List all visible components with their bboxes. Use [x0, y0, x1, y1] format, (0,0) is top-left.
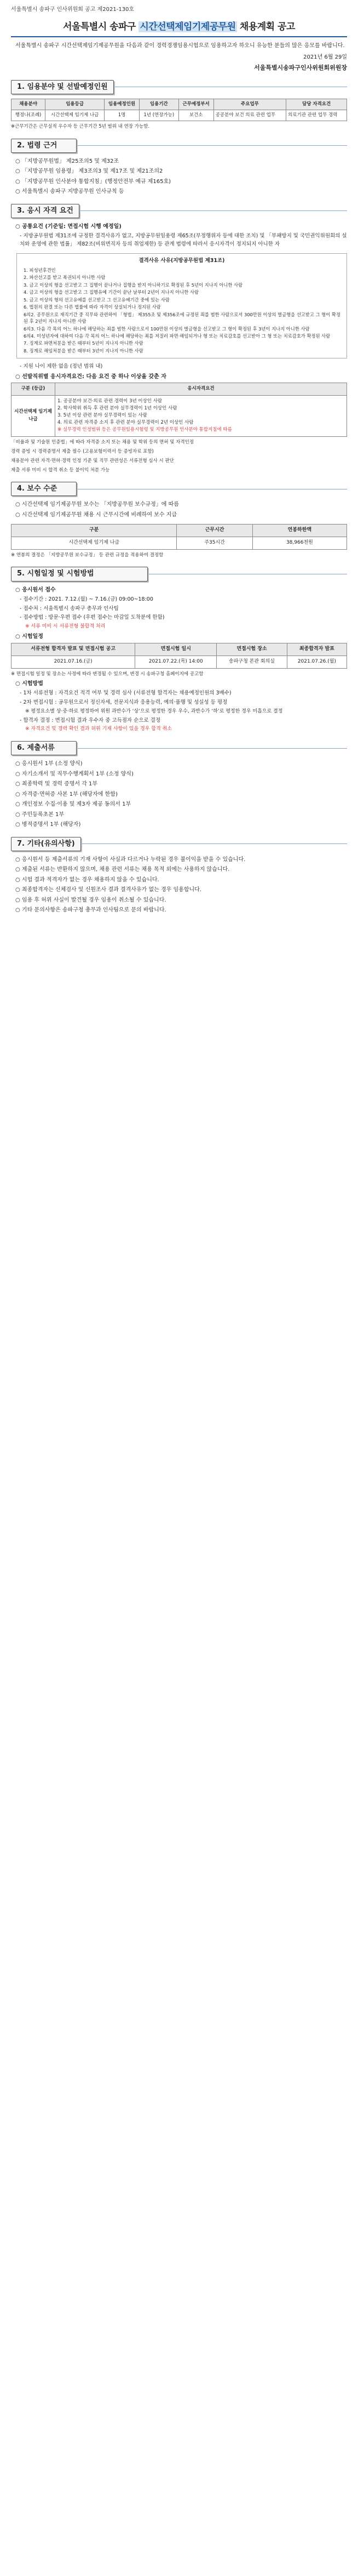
notice-item: ○ 시험 결과 적격자가 없는 경우 채용하지 않을 수 있습니다. [15, 876, 159, 883]
disqualification-title: 결격사유 사유(지방공무원법 제31조) [138, 257, 225, 264]
title-suffix: 채용계획 공고 [236, 21, 295, 32]
table-header-row [11, 525, 347, 537]
notice-item: ○ 임용 후 허위 사실이 발견될 경우 임용이 취소될 수 있습니다. [15, 897, 166, 903]
disq-item: 8. 징계로 해임처분을 받은 때부터 3년이 지나지 아니한 사람 [24, 347, 143, 354]
table-header: 최종합격자 발표 [287, 643, 347, 656]
common-req-text: - 지방공무원법 제31조에 규정한 결격사유가 없고, 지방공무원임용령 제65조(부정행위자 등에 대한 조치) 및 「부패방지 및 국민권익위원회의 설치와 운영에 관한 법률」 제82조(비위면직자 등의 취업제한) 등 관계 법령에 따라서 응시자격이 정지되지 아니한 자 [20, 233, 347, 248]
table-header: 임용등급 [45, 99, 105, 110]
table-cell: 시간선택제 임기제 나급 [11, 537, 177, 550]
section-3-note: 제출 서류 미비 시 합격 취소 등 불이익 처분 가능 [11, 468, 110, 474]
qualification-item: 3. 5년 이상 관련 분야 실무경력이 있는 사람 [57, 413, 147, 418]
table-header: 면접시험 일시 [135, 643, 217, 656]
table-header: 채용분야 [11, 99, 45, 110]
document-item: ○ 개인정보 수집·이용 및 제3자 제공 동의서 1부 [15, 801, 131, 808]
section-6-header [11, 741, 347, 755]
disq-item: 6의2. 공무원으로 재직기간 중 직무와 관련하여 「형법」 제355조 및 제356조에 규정된 죄를 범한 사람으로서 300만원 이상의 벌금형을 선고받고 그 형이 확정된 후 2년이 지나지 아니한 사람 [24, 311, 340, 324]
document-item: ○ 자기소개서 및 직무수행계획서 1부 (소정 양식) [15, 771, 134, 777]
common-req-title: ○ 공통요건 (기준일: 면접시험 시행 예정일) [15, 223, 122, 230]
table-cell: 행정나(조례) [11, 110, 45, 121]
table-cell: 시간선택제 임기제 나급 [45, 110, 105, 121]
announcement-date: 2021년 6월 29일 [303, 54, 347, 61]
disq-item: 2. 파산선고를 받고 복권되지 아니한 사람 [24, 275, 106, 281]
method-line: - 2차 면접시험 : 공무원으로서 정신자세, 전문지식과 응용능력, 예의·품행 및 성실성 등 평정 [20, 699, 228, 705]
qualification-item: 2. 학사학위 취득 후 관련 분야 실무경력이 1년 이상인 사람 [57, 405, 177, 411]
disq-item: 6의3. 다음 각 목의 어느 하나에 해당하는 죄를 범한 사람으로서 100만원 이상의 벌금형을 선고받고 그 형이 확정된 후 3년이 지나지 아니한 사람 [24, 326, 310, 332]
table-header: 담당 자격요건 [286, 99, 347, 110]
table-header-row [11, 643, 347, 656]
signer: 서울특별시송파구인사위원회위원장 [253, 64, 347, 71]
notice-item: ○ 기타 문의사항은 송파구청 총무과 인사팀으로 문의 바랍니다. [15, 907, 166, 914]
table-header: 임용기간 [140, 99, 179, 110]
application-note: ※ 서류 미비 시 서류전형 불합격 처리 [25, 624, 106, 630]
section-5-title: 5. 시험일정 및 시험방법 [11, 567, 148, 581]
section-7-header [11, 837, 347, 851]
pay-table [11, 524, 347, 550]
document-item: ○ 주민등록초본 1부 [15, 811, 65, 818]
age-limit-text: - 지원 나이 제한 없음 (정년 범위 내) [20, 363, 103, 370]
table-cell [55, 395, 347, 436]
table-header: 구분 (등급) [11, 383, 55, 395]
table-cell: 38,966천원 [252, 537, 347, 550]
table-header: 면접시험 장소 [217, 643, 287, 656]
disqualification-box [16, 253, 347, 359]
table-row [11, 395, 347, 436]
disq-item: 1. 피성년후견인 [24, 267, 56, 273]
table-row [11, 537, 347, 550]
disq-item: 7. 징계로 파면처분을 받은 때부터 5년이 지나지 아니한 사람 [24, 340, 143, 346]
table-header: 주요업무 [213, 99, 286, 110]
section-3-note: 채용분야 관련 자격·면허·경력 인정 기준 및 직무 관련성은 서류전형 심사 시 판단 [11, 458, 174, 464]
section-3-header [11, 204, 347, 218]
section-1-title: 1. 임용분야 및 선발예정인원 [11, 80, 114, 94]
application-line: - 접수방법 : 방문·우편 접수 (우편 접수는 마감일 도착분에 한함) [20, 614, 165, 621]
notice-item: ○ 최종합격자는 신체검사 및 신원조사 결과 결격사유가 없는 경우 임용합니다. [15, 887, 201, 893]
table-header: 서류전형 합격자 발표 및 면접시험 공고 [11, 643, 135, 656]
section-4-header [11, 482, 347, 496]
positions-table [11, 99, 347, 121]
notice-item: ○ 응시원서 등 제출서류의 기재 사항이 사실과 다르거나 누락된 경우 불이익을 받을 수 있습니다. [15, 856, 246, 863]
disq-item: 3. 금고 이상의 형을 선고받고 그 집행이 끝나거나 집행을 받지 아니하기로 확정된 후 5년이 지나지 아니한 사람 [24, 282, 243, 288]
disq-item: 4. 금고 이상의 형을 선고받고 그 집행유예 기간이 끝난 날부터 2년이 지나지 아니한 사람 [24, 289, 199, 295]
section-4-title: 4. 보수 수준 [11, 482, 77, 496]
application-line: - 접수처 : 서울특별시 송파구 총무과 인사팀 [20, 605, 119, 612]
table-cell: 보건소 [178, 110, 213, 121]
table-cell: 공공분야 보건 의료 관련 업무 [213, 110, 286, 121]
table-header: 근무시간 [177, 525, 252, 537]
pay-item: ○ 시간선택제 임기제공무원 채용 시 근무시간에 비례하여 보수 지급 [15, 511, 177, 518]
application-line: - 접수기간 : 2021. 7.12.(월) ~ 7.16.(금) 09:00~18:00 [20, 596, 153, 603]
intro-text: 서울특별시 송파구 시간선택제임기제공무원을 다음과 같이 경력경쟁임용시험으로 임용하고자 하오니 유능한 분들의 많은 응모를 바랍니다. [15, 42, 345, 49]
section-3-title: 3. 응시 자격 요건 [11, 204, 79, 218]
qualification-item: 4. 의료 관련 자격증 소지 후 관련 분야 실무경력이 2년 이상인 사람 [57, 420, 194, 426]
method-title: ○ 시험방법 [15, 680, 43, 687]
law-item: ○ 「지방공무원 임용령」 제3조의3 및 제17조 및 제21조의2 [15, 168, 163, 175]
qualification-table [11, 383, 347, 436]
table-row [11, 110, 347, 121]
document-item: ○ 자격증·면허증 사본 1부 (해당자에 한함) [15, 791, 118, 797]
table-header: 연봉하한액 [252, 525, 347, 537]
table-cell: 송파구청 본관 회의실 [217, 656, 287, 668]
law-item: ○ 「지방공무원 인사분야 통합지침」(행정안전부 예규 제165호) [15, 178, 171, 185]
table-cell: 주35시간 [177, 537, 252, 550]
section-3-note: 경력 증빙 시 경력증명서 제출 필수 (고용보험이력서 등 증빙자료 포함) [11, 448, 154, 454]
section-1-note: ※근무기간은 근무실적 우수자 등 근무기간 5년 범위 내 연장 가능함. [11, 124, 150, 130]
table-cell: 1년 (연장가능) [140, 110, 179, 121]
schedule-table [11, 643, 347, 669]
table-cell: 2021.07.16.(금) [11, 656, 135, 668]
disq-item: 6. 법원의 판결 또는 다른 법률에 따라 자격이 상실되거나 정지된 사람 [24, 304, 161, 310]
table-header: 근무예정부서 [178, 99, 213, 110]
section-3-note: 「비율과 및 기술원 인증법」에 따라 자격증 소지 또는 채용 및 학위 등의 면허 및 자격인정 [11, 439, 194, 445]
method-line: - 1차 서류전형 : 자격요건 적격 여부 및 경력 심사 (서류전형 합격자는 채용예정인원의 3배수) [20, 690, 232, 697]
table-header-row [11, 99, 347, 110]
section-1-header [11, 80, 347, 94]
table-header: 임용예정인원 [104, 99, 139, 110]
table-cell: 시간선택제 임기제 나급 [11, 395, 55, 436]
section-2-header [11, 139, 347, 153]
table-header: 구분 [11, 525, 177, 537]
announcement-page [0, 0, 358, 933]
page-title [11, 20, 347, 34]
table-header: 응시자격요건 [55, 383, 347, 395]
method-note: ※ 자격요건 및 경력 확인 결과 허위 기재 사항이 있을 경우 합격 취소 [25, 726, 172, 732]
notice-number: 서울특별시 송파구 인사위원회 공고 제2021-130호 [11, 7, 135, 13]
position-req-title: ○ 선발직위별 응시자격요건: 다음 요건 중 하나 이상을 갖춘 자 [15, 373, 166, 380]
notice-item: ○ 제출된 서류는 반환하지 않으며, 채용 관련 서류는 채용 목적 외에는 사용하지 않습니다. [15, 867, 230, 873]
method-note: ※ 평정요소별 상·중·하로 평정하여 위원 과반수가 ‘상’으로 평정한 경우 우수, 과반수가 ‘하’로 평정한 경우 미흡으로 결정 [25, 708, 283, 714]
section-2-title: 2. 법령 근거 [11, 139, 77, 153]
table-cell: 2021.07.22.(목) 14:00 [135, 656, 217, 668]
pay-item: ○ 시간선택제 임기제공무원 보수는 「지방공무원 보수규정」에 따름 [15, 501, 179, 508]
document-item: ○ 응시원서 1부 (소정 양식) [15, 761, 83, 767]
document-item: ○ 최종학력 및 경력 증명서 각 1부 [15, 781, 98, 788]
table-cell: 1명 [104, 110, 139, 121]
qualification-note: ※ 실무경력 인정범위 등은 공무원임용시험령 및 지방공무원 인사분야 통합지침에 따름 [57, 427, 232, 433]
section-6-title: 6. 제출서류 [11, 741, 77, 755]
section-4-note: ※ 연봉의 결정은 「지방공무원 보수규정」 등 관련 규정을 적용하여 결정함 [11, 552, 164, 558]
schedule-title: ○ 시험일정 [15, 634, 43, 640]
table-header-row [11, 383, 347, 395]
table-row [11, 656, 347, 668]
table-cell: 의료기관 관련 업무 경력 [286, 110, 347, 121]
disq-item: 6의4. 미성년자에 대하여 다음 각 목의 어느 하나에 해당하는 죄를 저질러 파면·해임되거나 형 또는 치료감호를 선고받아 그 형 또는 치료감호가 확정된 사람 [24, 333, 331, 339]
title-prefix: 서울특별시 송파구 [63, 21, 139, 32]
section-7-title: 7. 기타(유의사항) [11, 837, 81, 851]
document-item: ○ 병적증명서 1부 (해당자) [15, 822, 81, 828]
title-highlight: 시간선택제임기제공무원 [140, 21, 236, 32]
section-5-header [11, 567, 347, 581]
disq-item: 5. 금고 이상의 형의 선고유예를 선고받고 그 선고유예기간 중에 있는 사람 [24, 297, 170, 303]
table-cell: 2021.07.26.(월) [287, 656, 347, 668]
title-divider [11, 36, 347, 37]
method-line: - 합격자 결정 : 면접시험 결과 우수자 중 고득점자 순으로 결정 [20, 717, 161, 723]
qualification-item: 1. 공공분야 보건·의료 관련 경력이 3년 이상인 사람 [57, 398, 163, 404]
schedule-note: ※ 면접시험 일정 및 장소는 사정에 따라 변경될 수 있으며, 변경 시 송파구청 홈페이지에 공고함 [11, 671, 204, 677]
law-item: ○ 서울특별시 송파구 지방공무원 인사규칙 등 [15, 189, 124, 195]
application-title: ○ 응시원서 접수 [15, 586, 56, 593]
law-item: ○ 「지방공무원법」 제25조의5 및 제32조 [15, 158, 119, 164]
